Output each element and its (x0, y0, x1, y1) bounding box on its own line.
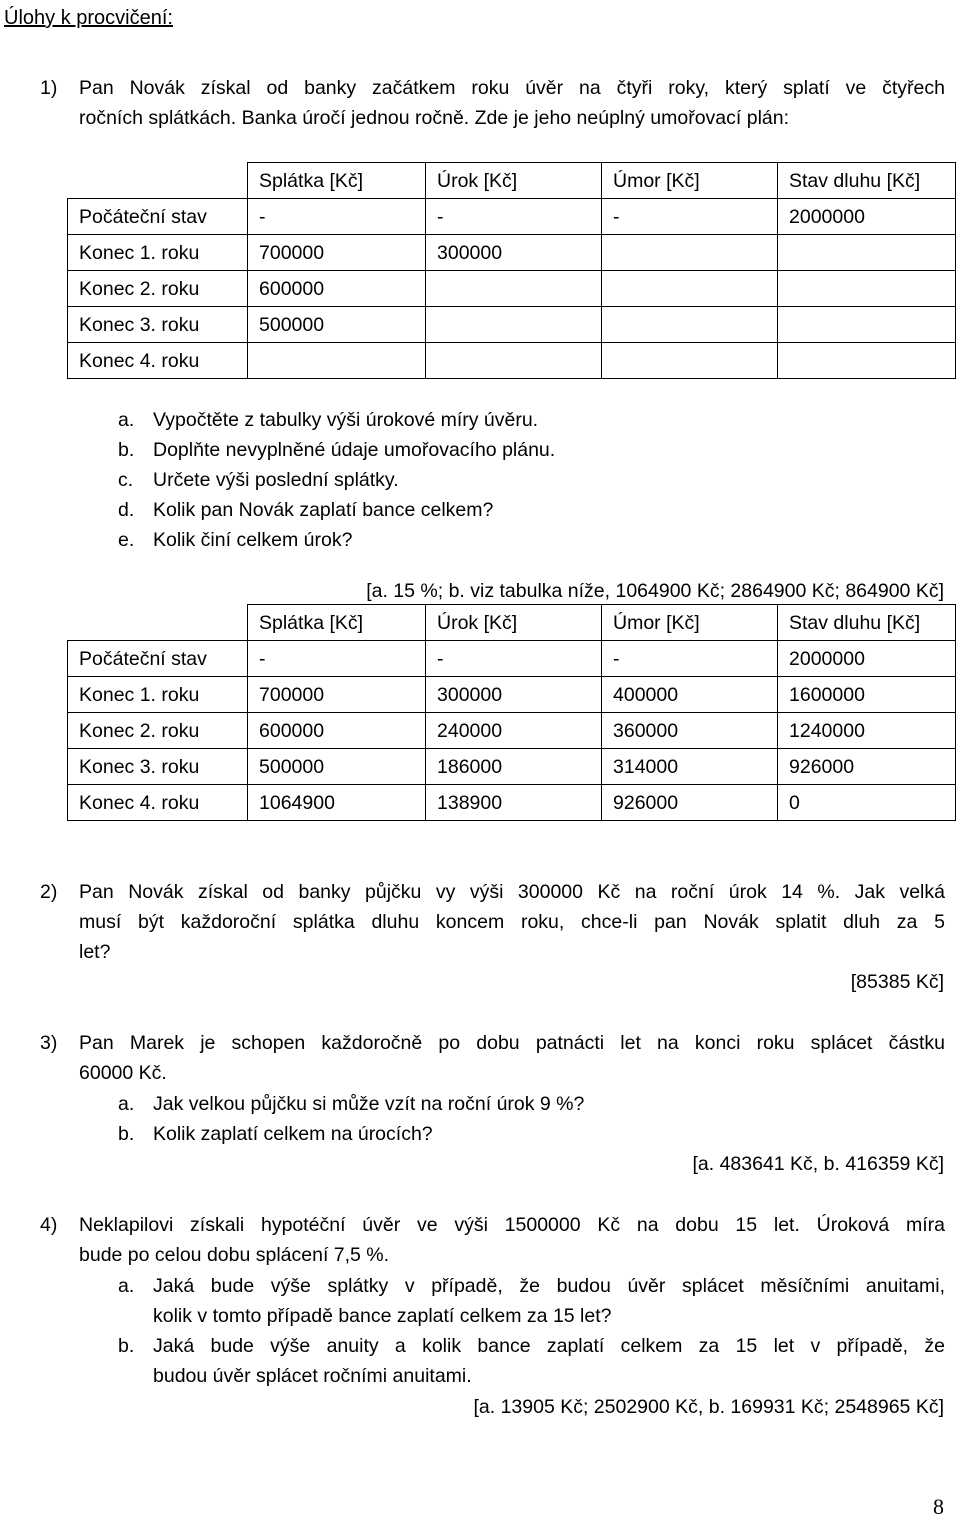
question-1-text (79, 73, 945, 133)
task-label: a. (118, 409, 135, 431)
page-number: 8 (933, 1494, 944, 1519)
question-4-answer: [a. 13905 Kč; 2502900 Kč, b. 169931 Kč; 2548965 Kč] (473, 1396, 944, 1418)
table-cell: 300000 (426, 677, 602, 713)
task-text (153, 1271, 945, 1331)
question-3-number: 3) (40, 1032, 58, 1054)
table-cell: 600000 (248, 713, 426, 749)
table-row (68, 235, 956, 271)
amortization-table-incomplete (67, 162, 956, 379)
table-header-cell: Splátka [Kč] (248, 605, 426, 641)
table-cell: Konec 4. roku (68, 785, 248, 821)
question-1-number: 1) (40, 77, 58, 99)
table-cell: - (426, 641, 602, 677)
table-cell: - (248, 641, 426, 677)
table-row (68, 199, 956, 235)
table-cell: Konec 1. roku (68, 677, 248, 713)
table-cell: 700000 (248, 235, 426, 271)
question-3-line-2: 60000 Kč. (79, 1062, 167, 1084)
task-label: b. (118, 439, 135, 461)
table-cell (778, 307, 956, 343)
question-2-line-2: musí být každoroční splátka dluhu koncem roku, chce-li pan Novák splatit dluh za 5 (79, 911, 945, 933)
question-4-line-2: bude po celou dobu splácení 7,5 %. (79, 1244, 390, 1266)
task-text: Jak velkou půjčku si může vzít na roční úrok 9 %? (153, 1093, 585, 1115)
table-row (68, 641, 956, 677)
table-cell (602, 307, 778, 343)
table-cell (426, 271, 602, 307)
page-heading: Úlohy k procvičení: (4, 7, 173, 29)
amortization-table-complete (67, 604, 956, 821)
table-cell (426, 307, 602, 343)
question-4-text (79, 1210, 945, 1270)
question-2-line-1: Pan Novák získal od banky půjčku vy výši 300000 Kč na roční úrok 14 %. Jak velká (79, 881, 945, 903)
table-cell: Konec 2. roku (68, 271, 248, 307)
table-cell: 314000 (602, 749, 778, 785)
task-label: d. (118, 499, 135, 521)
question-2-answer: [85385 Kč] (850, 971, 944, 993)
question-1-answer: [a. 15 %; b. viz tabulka níže, 1064900 Kč; 2864900 Kč; 864900 Kč] (366, 580, 944, 602)
task-text: Doplňte nevyplněné údaje umořovacího plánu. (153, 439, 556, 461)
question-3-line-1: Pan Marek je schopen každoročně po dobu patnácti let na konci roku splácet částku (79, 1032, 945, 1054)
table-cell: - (602, 641, 778, 677)
table-header-cell: Úmor [Kč] (602, 605, 778, 641)
table-cell: 240000 (426, 713, 602, 749)
table-cell: 360000 (602, 713, 778, 749)
table-cell (602, 271, 778, 307)
table-header-cell: Úrok [Kč] (426, 163, 602, 199)
table-cell: Počáteční stav (68, 199, 248, 235)
question-3-text (79, 1028, 945, 1088)
question-2-text (79, 877, 945, 967)
question-1-line-1: Pan Novák získal od banky začátkem roku úvěr na čtyři roky, který splatí ve čtyřech (79, 77, 945, 99)
table-cell: Konec 3. roku (68, 749, 248, 785)
table-cell: 1240000 (778, 713, 956, 749)
table-cell (778, 235, 956, 271)
table-cell (778, 271, 956, 307)
task-label: a. (118, 1275, 135, 1297)
table-cell (602, 343, 778, 379)
task-text-line: budou úvěr splácet ročními anuitami. (153, 1365, 472, 1387)
table-header-cell (68, 163, 248, 199)
table-row (68, 677, 956, 713)
table-cell: - (248, 199, 426, 235)
task-text-line: Jaká bude výše splátky v případě, že budou úvěr splácet měsíčními anuitami, (153, 1275, 945, 1297)
table-cell: 400000 (602, 677, 778, 713)
task-text-line: Jaká bude výše anuity a kolik bance zaplatí celkem za 15 let v případě, že (153, 1335, 945, 1357)
table-cell: - (426, 199, 602, 235)
table-header-cell (68, 605, 248, 641)
table-cell (248, 343, 426, 379)
task-label: c. (118, 469, 134, 491)
table-cell: - (602, 199, 778, 235)
table-cell: Konec 3. roku (68, 307, 248, 343)
task-text: Vypočtěte z tabulky výši úrokové míry úvěru. (153, 409, 539, 431)
task-text: Kolik činí celkem úrok? (153, 529, 353, 551)
table-header-row (68, 163, 956, 199)
table-cell: 186000 (426, 749, 602, 785)
table-header-cell: Stav dluhu [Kč] (778, 163, 956, 199)
table-row (68, 343, 956, 379)
table-header-row (68, 605, 956, 641)
table-cell: Počáteční stav (68, 641, 248, 677)
table-cell (602, 235, 778, 271)
table-cell: 700000 (248, 677, 426, 713)
table-cell (778, 343, 956, 379)
task-text (153, 1331, 945, 1391)
question-3-answer: [a. 483641 Kč, b. 416359 Kč] (692, 1153, 944, 1175)
question-2-line-3: let? (79, 941, 111, 963)
table-cell: 138900 (426, 785, 602, 821)
task-text-line: kolik v tomto případě bance zaplatí celkem za 15 let? (153, 1305, 612, 1327)
table-header-cell: Úmor [Kč] (602, 163, 778, 199)
table-row (68, 307, 956, 343)
table-cell: Konec 2. roku (68, 713, 248, 749)
table-cell: 926000 (602, 785, 778, 821)
task-label: a. (118, 1093, 135, 1115)
task-label: e. (118, 529, 135, 551)
table-cell: 300000 (426, 235, 602, 271)
table-cell: 2000000 (778, 199, 956, 235)
table-cell: Konec 4. roku (68, 343, 248, 379)
table-cell: 500000 (248, 307, 426, 343)
question-4-number: 4) (40, 1214, 58, 1236)
table-cell: Konec 1. roku (68, 235, 248, 271)
task-text: Kolik zaplatí celkem na úrocích? (153, 1123, 433, 1145)
question-2-number: 2) (40, 881, 58, 903)
table-cell: 1600000 (778, 677, 956, 713)
task-text: Určete výši poslední splátky. (153, 469, 399, 491)
question-1-line-2: ročních splátkách. Banka úročí jednou ročně. Zde je jeho neúplný umořovací plán: (79, 107, 790, 129)
table-row (68, 271, 956, 307)
question-4-line-1: Neklapilovi získali hypotéční úvěr ve výši 1500000 Kč na dobu 15 let. Úroková míra (79, 1214, 945, 1236)
table-cell: 2000000 (778, 641, 956, 677)
table-header-cell: Úrok [Kč] (426, 605, 602, 641)
table-cell: 600000 (248, 271, 426, 307)
table-header-cell: Splátka [Kč] (248, 163, 426, 199)
table-cell: 500000 (248, 749, 426, 785)
task-label: b. (118, 1123, 135, 1145)
table-cell (426, 343, 602, 379)
table-row (68, 785, 956, 821)
table-row (68, 749, 956, 785)
table-header-cell: Stav dluhu [Kč] (778, 605, 956, 641)
table-row (68, 713, 956, 749)
table-cell: 0 (778, 785, 956, 821)
table-cell: 926000 (778, 749, 956, 785)
task-text: Kolik pan Novák zaplatí bance celkem? (153, 499, 494, 521)
table-cell: 1064900 (248, 785, 426, 821)
task-label: b. (118, 1335, 135, 1357)
